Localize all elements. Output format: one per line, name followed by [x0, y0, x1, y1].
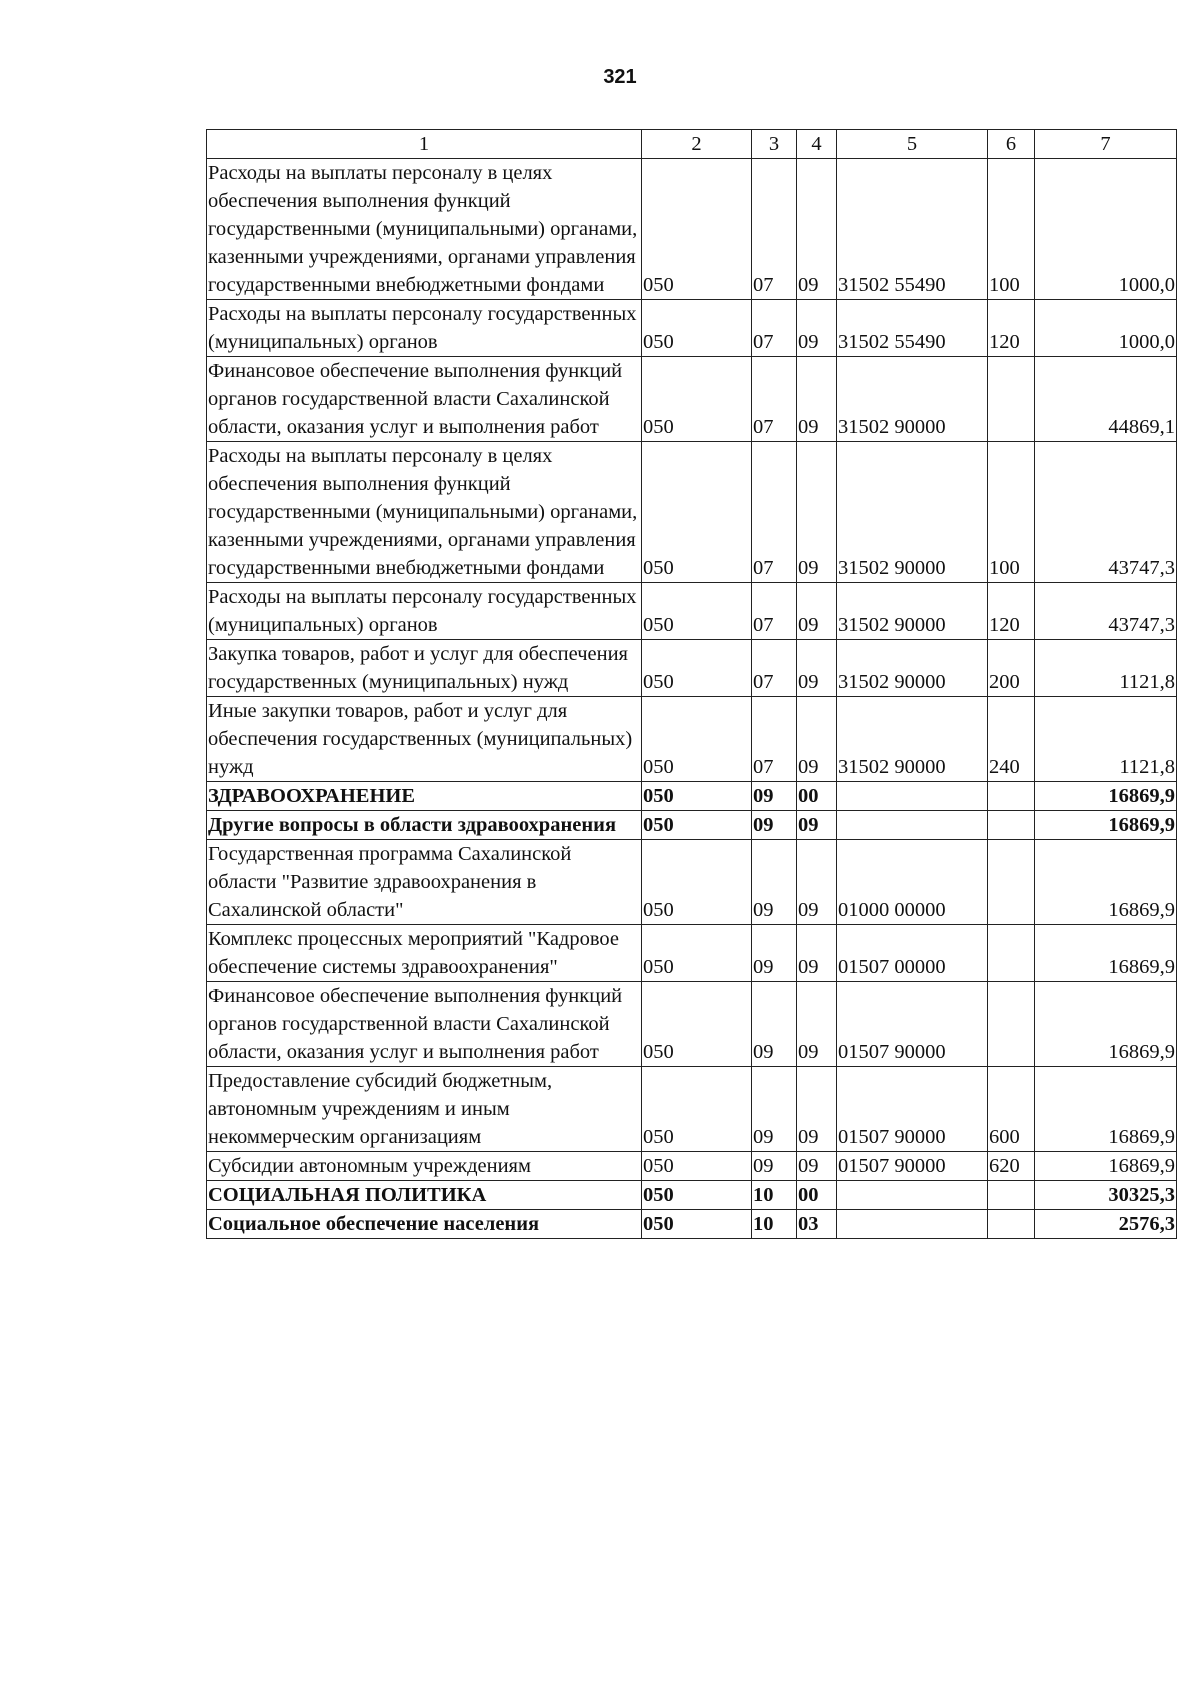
ministry-code-cell: 050	[642, 840, 752, 925]
amount-cell: 43747,3	[1035, 442, 1177, 583]
ministry-code-cell: 050	[642, 442, 752, 583]
expense-type-cell: 600	[988, 1067, 1035, 1152]
expense-type-cell: 240	[988, 697, 1035, 782]
section-code-cell: 09	[752, 840, 797, 925]
amount-cell: 16869,9	[1035, 1067, 1177, 1152]
target-article-cell: 31502 90000	[837, 583, 988, 640]
expense-name-cell: Расходы на выплаты персоналу государственных (муниципальных) органов	[207, 300, 642, 357]
section-code-cell: 07	[752, 357, 797, 442]
section-code-cell: 07	[752, 697, 797, 782]
target-article-cell: 31502 55490	[837, 300, 988, 357]
table-row	[207, 300, 1177, 357]
target-article-cell: 01000 00000	[837, 840, 988, 925]
subsection-code-cell: 09	[797, 925, 837, 982]
amount-cell: 16869,9	[1035, 782, 1177, 811]
amount-cell: 1121,8	[1035, 697, 1177, 782]
table-row	[207, 1152, 1177, 1181]
amount-cell: 1121,8	[1035, 640, 1177, 697]
section-code-cell: 09	[752, 811, 797, 840]
expense-name-cell: Иные закупки товаров, работ и услуг для обеспечения государственных (муниципальных) нужд	[207, 697, 642, 782]
section-code-cell: 07	[752, 640, 797, 697]
subsection-code-cell: 00	[797, 1181, 837, 1210]
expense-type-cell	[988, 982, 1035, 1067]
expense-name-cell: Расходы на выплаты персоналу государственных (муниципальных) органов	[207, 583, 642, 640]
expense-type-cell	[988, 840, 1035, 925]
header-cell: 3	[752, 130, 797, 159]
table-header-row	[207, 130, 1177, 159]
expense-type-cell: 100	[988, 159, 1035, 300]
header-cell: 7	[1035, 130, 1177, 159]
section-code-cell: 07	[752, 583, 797, 640]
target-article-cell: 31502 90000	[837, 640, 988, 697]
table-row	[207, 1067, 1177, 1152]
ministry-code-cell: 050	[642, 583, 752, 640]
expense-type-cell	[988, 782, 1035, 811]
expense-name-cell: Расходы на выплаты персоналу в целях обеспечения выполнения функций государственными (муниципальными) органами, казенными учреждениями, органами управления государственными внебюджетными фондами	[207, 159, 642, 300]
amount-cell: 16869,9	[1035, 1152, 1177, 1181]
target-article-cell: 01507 90000	[837, 1067, 988, 1152]
expense-name-cell: Субсидии автономным учреждениям	[207, 1152, 642, 1181]
amount-cell: 16869,9	[1035, 982, 1177, 1067]
page-number: 321	[603, 66, 637, 88]
target-article-cell	[837, 1210, 988, 1239]
expense-type-cell	[988, 1210, 1035, 1239]
section-code-cell: 09	[752, 925, 797, 982]
table-row	[207, 583, 1177, 640]
section-code-cell: 07	[752, 442, 797, 583]
ministry-code-cell: 050	[642, 159, 752, 300]
subsection-code-cell: 09	[797, 811, 837, 840]
table-row	[207, 357, 1177, 442]
expense-name-cell: Закупка товаров, работ и услуг для обеспечения государственных (муниципальных) нужд	[207, 640, 642, 697]
section-code-cell: 10	[752, 1210, 797, 1239]
section-code-cell: 09	[752, 1152, 797, 1181]
subsection-code-cell: 09	[797, 982, 837, 1067]
target-article-cell	[837, 811, 988, 840]
amount-cell: 16869,9	[1035, 840, 1177, 925]
expense-name-cell: Расходы на выплаты персоналу в целях обеспечения выполнения функций государственными (муниципальными) органами, казенными учреждениями, органами управления государственными внебюджетными фондами	[207, 442, 642, 583]
subsection-code-cell: 09	[797, 159, 837, 300]
header-cell: 4	[797, 130, 837, 159]
section-code-cell: 07	[752, 300, 797, 357]
expense-type-cell	[988, 925, 1035, 982]
ministry-code-cell: 050	[642, 1210, 752, 1239]
ministry-code-cell: 050	[642, 697, 752, 782]
amount-cell: 2576,3	[1035, 1210, 1177, 1239]
amount-cell: 1000,0	[1035, 159, 1177, 300]
target-article-cell: 01507 90000	[837, 982, 988, 1067]
ministry-code-cell: 050	[642, 357, 752, 442]
amount-cell: 16869,9	[1035, 925, 1177, 982]
ministry-code-cell: 050	[642, 640, 752, 697]
section-code-cell: 09	[752, 1067, 797, 1152]
target-article-cell	[837, 782, 988, 811]
expense-type-cell	[988, 1181, 1035, 1210]
expense-name-cell: Другие вопросы в области здравоохранения	[207, 811, 642, 840]
expense-name-cell: Предоставление субсидий бюджетным, автономным учреждениям и иным некоммерческим организациям	[207, 1067, 642, 1152]
subsection-code-cell: 00	[797, 782, 837, 811]
expense-type-cell: 120	[988, 300, 1035, 357]
subsection-code-cell: 09	[797, 357, 837, 442]
ministry-code-cell: 050	[642, 1067, 752, 1152]
amount-cell: 1000,0	[1035, 300, 1177, 357]
expense-type-cell: 620	[988, 1152, 1035, 1181]
table-row	[207, 1210, 1177, 1239]
subsection-code-cell: 09	[797, 583, 837, 640]
amount-cell: 44869,1	[1035, 357, 1177, 442]
target-article-cell	[837, 1181, 988, 1210]
table-row	[207, 640, 1177, 697]
expense-name-cell: Социальное обеспечение населения	[207, 1210, 642, 1239]
subsection-code-cell: 09	[797, 300, 837, 357]
ministry-code-cell: 050	[642, 925, 752, 982]
section-code-cell: 07	[752, 159, 797, 300]
subsection-code-cell: 09	[797, 697, 837, 782]
table-row	[207, 782, 1177, 811]
expense-name-cell: Комплекс процессных мероприятий "Кадровое обеспечение системы здравоохранения"	[207, 925, 642, 982]
expense-type-cell: 100	[988, 442, 1035, 583]
ministry-code-cell: 050	[642, 300, 752, 357]
amount-cell: 43747,3	[1035, 583, 1177, 640]
table-row	[207, 925, 1177, 982]
header-cell: 5	[837, 130, 988, 159]
ministry-code-cell: 050	[642, 1181, 752, 1210]
table-row	[207, 697, 1177, 782]
table-row	[207, 982, 1177, 1067]
subsection-code-cell: 03	[797, 1210, 837, 1239]
expense-name-cell: Государственная программа Сахалинской области "Развитие здравоохранения в Сахалинской области"	[207, 840, 642, 925]
expense-name-cell: Финансовое обеспечение выполнения функций органов государственной власти Сахалинской области, оказания услуг и выполнения работ	[207, 357, 642, 442]
table-row	[207, 442, 1177, 583]
header-cell: 2	[642, 130, 752, 159]
expense-type-cell: 200	[988, 640, 1035, 697]
target-article-cell: 31502 90000	[837, 357, 988, 442]
expense-type-cell	[988, 811, 1035, 840]
expense-name-cell: СОЦИАЛЬНАЯ ПОЛИТИКА	[207, 1181, 642, 1210]
subsection-code-cell: 09	[797, 640, 837, 697]
target-article-cell: 31502 90000	[837, 442, 988, 583]
expense-type-cell: 120	[988, 583, 1035, 640]
table-row	[207, 811, 1177, 840]
target-article-cell: 01507 00000	[837, 925, 988, 982]
table-row	[207, 1181, 1177, 1210]
target-article-cell: 31502 90000	[837, 697, 988, 782]
table-row	[207, 159, 1177, 300]
ministry-code-cell: 050	[642, 982, 752, 1067]
ministry-code-cell: 050	[642, 782, 752, 811]
header-cell: 1	[207, 130, 642, 159]
section-code-cell: 09	[752, 782, 797, 811]
subsection-code-cell: 09	[797, 1067, 837, 1152]
table-row	[207, 840, 1177, 925]
budget-table	[206, 129, 1177, 1239]
expense-type-cell	[988, 357, 1035, 442]
subsection-code-cell: 09	[797, 442, 837, 583]
ministry-code-cell: 050	[642, 811, 752, 840]
target-article-cell: 31502 55490	[837, 159, 988, 300]
amount-cell: 30325,3	[1035, 1181, 1177, 1210]
subsection-code-cell: 09	[797, 1152, 837, 1181]
ministry-code-cell: 050	[642, 1152, 752, 1181]
section-code-cell: 09	[752, 982, 797, 1067]
header-cell: 6	[988, 130, 1035, 159]
amount-cell: 16869,9	[1035, 811, 1177, 840]
target-article-cell: 01507 90000	[837, 1152, 988, 1181]
section-code-cell: 10	[752, 1181, 797, 1210]
subsection-code-cell: 09	[797, 840, 837, 925]
expense-name-cell: Финансовое обеспечение выполнения функций органов государственной власти Сахалинской области, оказания услуг и выполнения работ	[207, 982, 642, 1067]
expense-name-cell: ЗДРАВООХРАНЕНИЕ	[207, 782, 642, 811]
